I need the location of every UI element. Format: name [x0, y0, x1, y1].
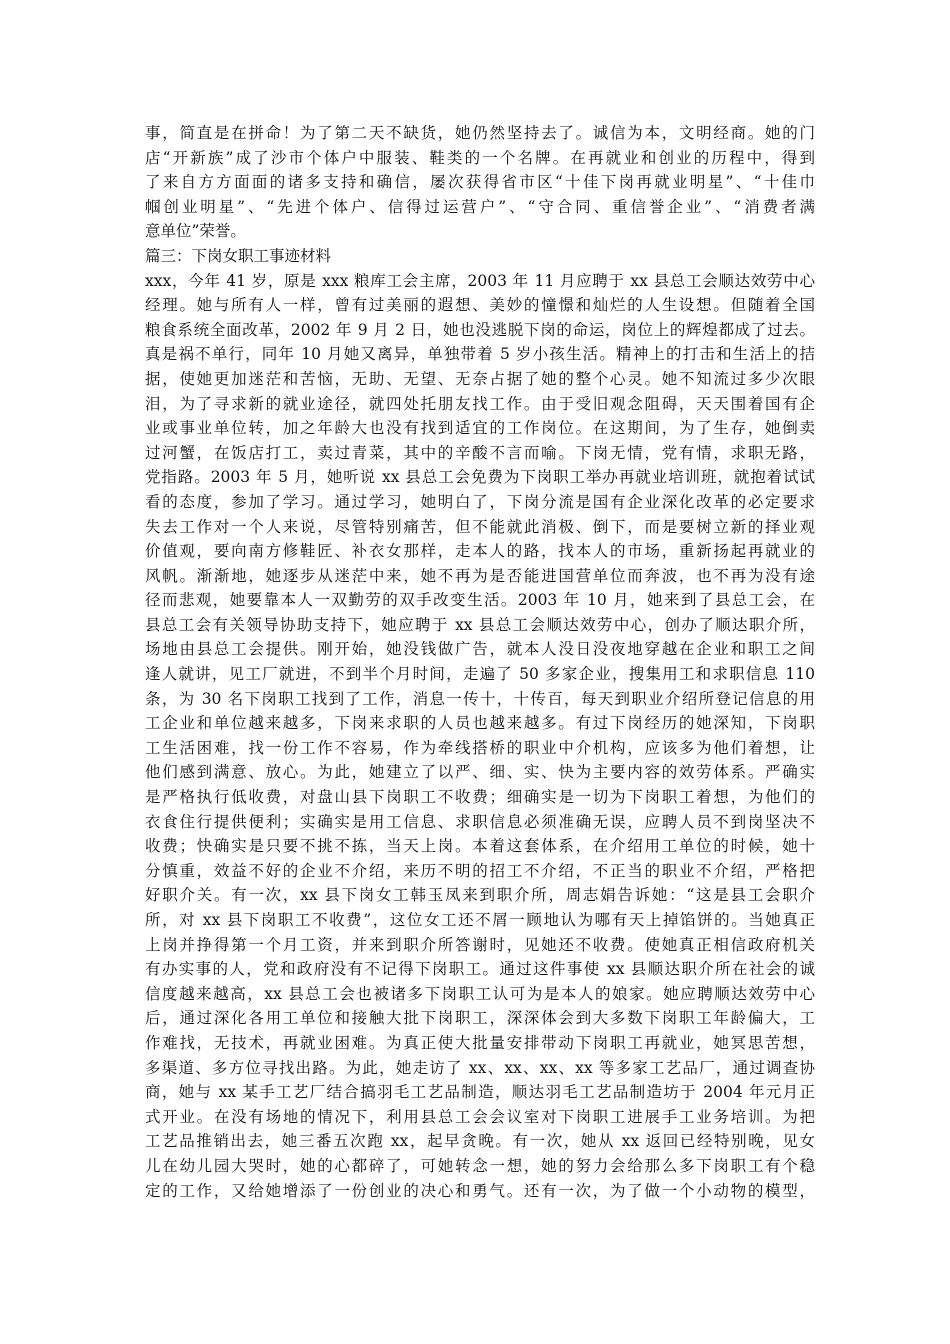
text-line: 条，为 30 名下岗职工找到了工作，消息一传十，十传百，每天到职业介绍所登记信息的用	[145, 689, 815, 708]
text-line: xxx，今年 41 岁，原是 xxx 粮库工会主席，2003 年 11 月应聘于 xx 县总工会顺达效劳中心	[145, 271, 815, 290]
text-line: 风帆。渐渐地，她逐步从迷茫中来，她不再为是否能进国营单位而奔波，也不再为没有途	[145, 566, 815, 585]
text-line: 有办实事的人，党和政府没有不记得下岗职工。通过这件事使 xx 县顺达职介所在社会的诚	[145, 960, 815, 979]
text-line: 价值观，要向南方修鞋匠、补衣女那样，走本人的路，找本人的市场，重新扬起再就业的	[145, 542, 815, 561]
text-line	[145, 1203, 815, 1228]
text-line: 泪，为了寻求新的就业途径，就四处托朋友找工作。由于受旧观念阻碍，天天围着国有企	[145, 394, 815, 413]
text-line: 多渠道、多方位寻找出路。为此，她走访了 xx、xx、xx、xx 等多家工艺品厂，通过调查协	[145, 1058, 815, 1077]
text-line: 所，对 xx 县下岗职工不收费”，这位女工还不屑一顾地认为哪有天上掉馅饼的。当她真正	[145, 911, 815, 929]
text-line: 工艺品推销出去，她三番五次跑 xx，起早贪晚。有一次，她从 xx 返回已经特别晚，见女	[145, 1132, 815, 1151]
text-line: 业或事业单位转，加之年龄大也没有找到适宜的工作岗位。在这期间，为了生存，她倒卖	[145, 419, 815, 438]
text-line: 式开业。在没有场地的情况下，利用县总工会会议室对下岗职工进展手工业务培训。为把	[145, 1107, 815, 1126]
text-line: 事，简直是在拼命！为了第二天不缺货，她仍然坚持去了。诚信为本，文明经商。她的门	[145, 124, 815, 142]
text-line: 定的工作，又给她增添了一份创业的决心和勇气。还有一次，为了做一个小动物的模型，	[145, 1181, 815, 1200]
text-line: 收费；快确实是只要不挑不拣，当天上岗。本着这套体系，在介绍用工单位的时候，她十	[145, 837, 815, 856]
text-line: 他们感到满意、放心。为此，她建立了以严、细、实、快为主要内容的效劳体系。严确实	[145, 763, 815, 782]
text-line: 县总工会有关领导协助支持下，她应聘于 xx 县总工会顺达效劳中心，创办了顺达职介所，	[145, 615, 815, 634]
text-line: 场地由县总工会提供。刚开始，她没钱做广告，就本人没日没夜地穿越在企业和职工之间	[145, 640, 815, 659]
text-line: 过河蟹，在饭店打工，卖过青菜，其中的辛酸不言而喻。下岗无情，党有情，求职无路，	[145, 443, 815, 462]
text-line: 看的态度，参加了学习。通过学习，她明白了，下岗分流是国有企业深化改革的必定要求	[145, 492, 815, 511]
text-line: 经理。她与所有人一样，曾有过美丽的遐想、美妙的憧憬和灿烂的人生设想。但随着全国	[145, 296, 815, 315]
text-line: 工企业和单位越来越多，下岗来求职的人员也越来越多。有过下岗经历的她深知，下岗职	[145, 714, 815, 733]
text-line: 衣食住行提供便利；实确实是用工信息、求职信息必须准确无误，应聘人员不到岗坚决不	[145, 812, 815, 831]
text-line: 帼创业明星”、“先进个体户、信得过运营户”、“守合同、重信誉企业”、“消费者满	[145, 197, 815, 216]
text-line: 儿在幼儿园大哭时，她的心都碎了，可她转念一想，她的努力会给那么多下岗职工有个稳	[145, 1156, 815, 1175]
text-line: 了来自方方面面的诸多支持和确信，屡次获得省市区“十佳下岗再就业明星”、“十佳巾	[145, 173, 815, 192]
document-body	[145, 121, 815, 1228]
text-line: 好职介关。有一次，xx 县下岗女工韩玉凤来到职介所，周志娟告诉她：“这是县工会职介	[145, 886, 815, 905]
text-line: 失去工作对一个人来说，尽管特别痛苦，但不能就此消极、倒下，而是要树立新的择业观	[145, 517, 815, 536]
text-line: 后，通过深化各用工单位和接触大批下岗职工，深深体会到大多数下岗职工年龄偏大，工	[145, 1009, 815, 1028]
text-line: 店“开新族”成了沙市个体户中服装、鞋类的一个名牌。在再就业和创业的历程中，得到	[145, 148, 815, 167]
text-line: 粮食系统全面改革，2002 年 9 月 2 日，她也没逃脱下岗的命运，岗位上的辉煌都成了过去。	[145, 320, 815, 339]
text-line: 党指路。2003 年 5 月，她听说 xx 县总工会免费为下岗职工举办再就业培训班，就抱着试试	[145, 468, 815, 487]
text-line: 上岗并挣得第一个月工资，并来到职介所答谢时，见她还不收费。使她真正相信政府机关	[145, 935, 815, 954]
text-line: 商，她与 xx 某手工艺厂结合搞羽毛工艺品制造，顺达羽毛工艺品制造坊于 2004 年元月正	[145, 1083, 815, 1102]
text-line: 工生活困难，找一份工作不容易，作为牵线搭桥的职业中介机构，应该多为他们着想，让	[145, 738, 815, 757]
text-line: 逢人就讲，见工厂就进，不到半个月时间，走遍了 50 多家企业，搜集用工和求职信息 110	[145, 665, 815, 684]
text-line: 径而悲观，她要靠本人一双勤劳的双手改变生活。2003 年 10 月，她来到了县总工会，在	[145, 591, 815, 610]
text-line: 是严格执行低收费，对盘山县下岗职工不收费；细确实是一切为下岗职工着想，为他们的	[145, 788, 815, 807]
text-line: 真是祸不单行，同年 10 月她又离异，单独带着 5 岁小孩生活。精神上的打击和生活上的拮	[145, 345, 815, 364]
text-line: 据，使她更加迷茫和苦恼，无助、无望、无奈占据了她的整个心灵。她不知流过多少次眼	[145, 369, 815, 388]
text-line: 作难找，无技术，再就业困难。为真正使大批量安排带动下岗职工再就业，她冥思苦想，	[145, 1033, 815, 1052]
section-heading: 篇三：下岗女职工事迹材料	[145, 246, 332, 265]
text-line: 意单位”荣誉。	[145, 222, 246, 241]
text-line: 分慎重，效益不好的企业不介绍，来历不明的招工不介绍，不正当的职业不介绍，严格把	[145, 861, 815, 880]
text-line: 信度越来越高，xx 县总工会也被诸多下岗职工认可为是本人的娘家。她应聘顺达效劳中心	[145, 984, 815, 1003]
